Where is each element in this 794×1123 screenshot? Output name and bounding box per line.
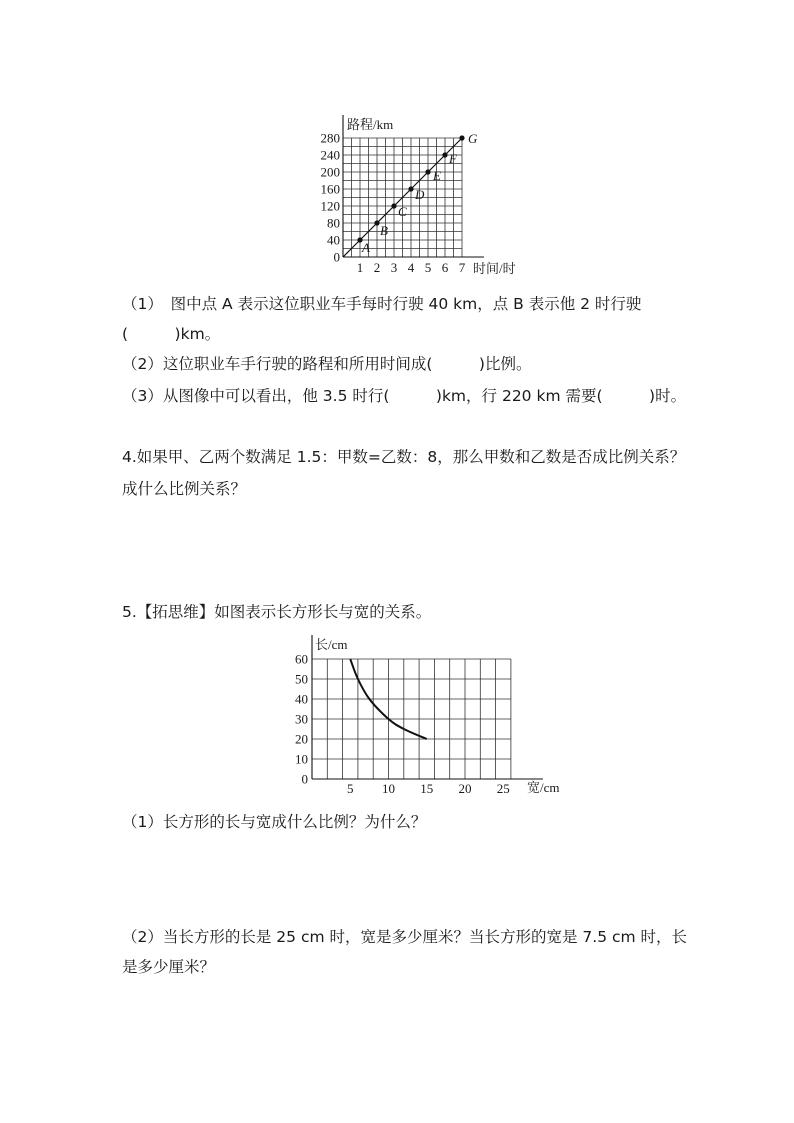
- chart1-point: [408, 186, 413, 191]
- chart1-x-tick-label: 5: [424, 260, 432, 275]
- chart1-x-tick-label: 4: [407, 260, 415, 275]
- chart1-point-label: F: [449, 151, 457, 166]
- question-3-3: （3）从图像中可以看出，他 3.5 时行( )km，行 220 km 需要( )时。: [122, 387, 687, 405]
- chart2-axes: [312, 635, 543, 779]
- chart1-point: [391, 203, 396, 208]
- question-3-1-line2: ( )km。: [122, 325, 221, 343]
- chart1-point-label: B: [380, 223, 388, 238]
- chart1-x-axis-label: 时间/时: [473, 261, 516, 276]
- chart2-x-tick-label: 10: [382, 781, 395, 796]
- question-5-title: 5.【拓思维】如图表示长方形长与宽的关系。: [122, 603, 432, 621]
- chart2-x-tick-label: 20: [458, 781, 472, 796]
- chart2-y-tick-label: 0: [301, 771, 308, 787]
- chart1-y-tick-label: 0: [333, 249, 340, 265]
- chart1-point: [459, 135, 464, 140]
- chart1-tick-labels: [321, 131, 466, 276]
- chart2-y-tick-label: 60: [295, 651, 308, 667]
- chart1-point: [374, 220, 379, 225]
- question-3-2: （2）这位职业车手行驶的路程和所用时间成( )比例。: [122, 355, 532, 373]
- question-5-2-line2: 是多少厘米？: [122, 958, 216, 976]
- chart2-y-tick-label: 20: [295, 731, 308, 747]
- question-5-2-line1: （2）当长方形的长是 25 cm 时，宽是多少厘米？当长方形的宽是 7.5 cm 时，长: [122, 928, 688, 946]
- question-4-line1: 4.如果甲、乙两个数满足 1.5：甲数=乙数：8，那么甲数和乙数是否成比例关系？: [122, 448, 686, 466]
- chart1-x-tick-label: 7: [458, 260, 466, 275]
- chart1-x-tick-label: 2: [373, 260, 381, 275]
- chart2-x-tick-label: 5: [347, 781, 354, 796]
- chart2-y-tick-label: 50: [295, 671, 308, 687]
- chart1-y-tick-label: 40: [327, 232, 340, 248]
- chart1-point-label: G: [468, 131, 478, 146]
- chart1-x-tick-label: 1: [356, 260, 364, 275]
- question-5-1: （1）长方形的长与宽成什么比例？为什么？: [122, 813, 427, 831]
- chart1-y-axis-label: 路程/km: [347, 117, 394, 132]
- chart1-y-tick-label: 120: [320, 198, 340, 214]
- chart1-y-tick-label: 160: [320, 181, 340, 197]
- chart1-y-tick-label: 280: [320, 130, 340, 146]
- chart1-point-label: C: [398, 204, 407, 219]
- chart1-y-tick-label: 200: [320, 164, 340, 180]
- chart1-x-tick-label: 6: [441, 260, 449, 275]
- chart2-y-tick-label: 40: [295, 691, 308, 707]
- chart1-point: [442, 152, 447, 157]
- chart1-point-label: A: [362, 240, 370, 255]
- chart1-y-tick-label: 240: [320, 147, 340, 163]
- chart2-y-tick-label: 10: [295, 751, 308, 767]
- chart2-y-tick-label: 30: [295, 711, 308, 727]
- question-3-1-line1: （1） 图中点 A 表示这位职业车手每时行驶 40 km，点 B 表示他 2 时行驶: [122, 295, 642, 313]
- distance-time-chart: [300, 110, 540, 282]
- chart1-point: [425, 169, 430, 174]
- chart1-y-tick-label: 80: [327, 215, 340, 231]
- chart2-x-tick-label: 25: [496, 781, 510, 796]
- chart1-point-label: E: [433, 168, 441, 183]
- chart2-x-axis-label: 宽/cm: [527, 780, 560, 795]
- chart2-grid: [312, 659, 511, 779]
- chart1-point-label: D: [415, 187, 425, 202]
- question-4-line2: 成什么比例关系？: [122, 480, 247, 498]
- chart1-points: [357, 131, 478, 255]
- chart2-y-axis-label: 长/cm: [315, 637, 348, 652]
- chart1-x-tick-label: 3: [390, 260, 398, 275]
- length-width-chart: [280, 628, 580, 800]
- chart2-x-tick-label: 15: [420, 781, 434, 796]
